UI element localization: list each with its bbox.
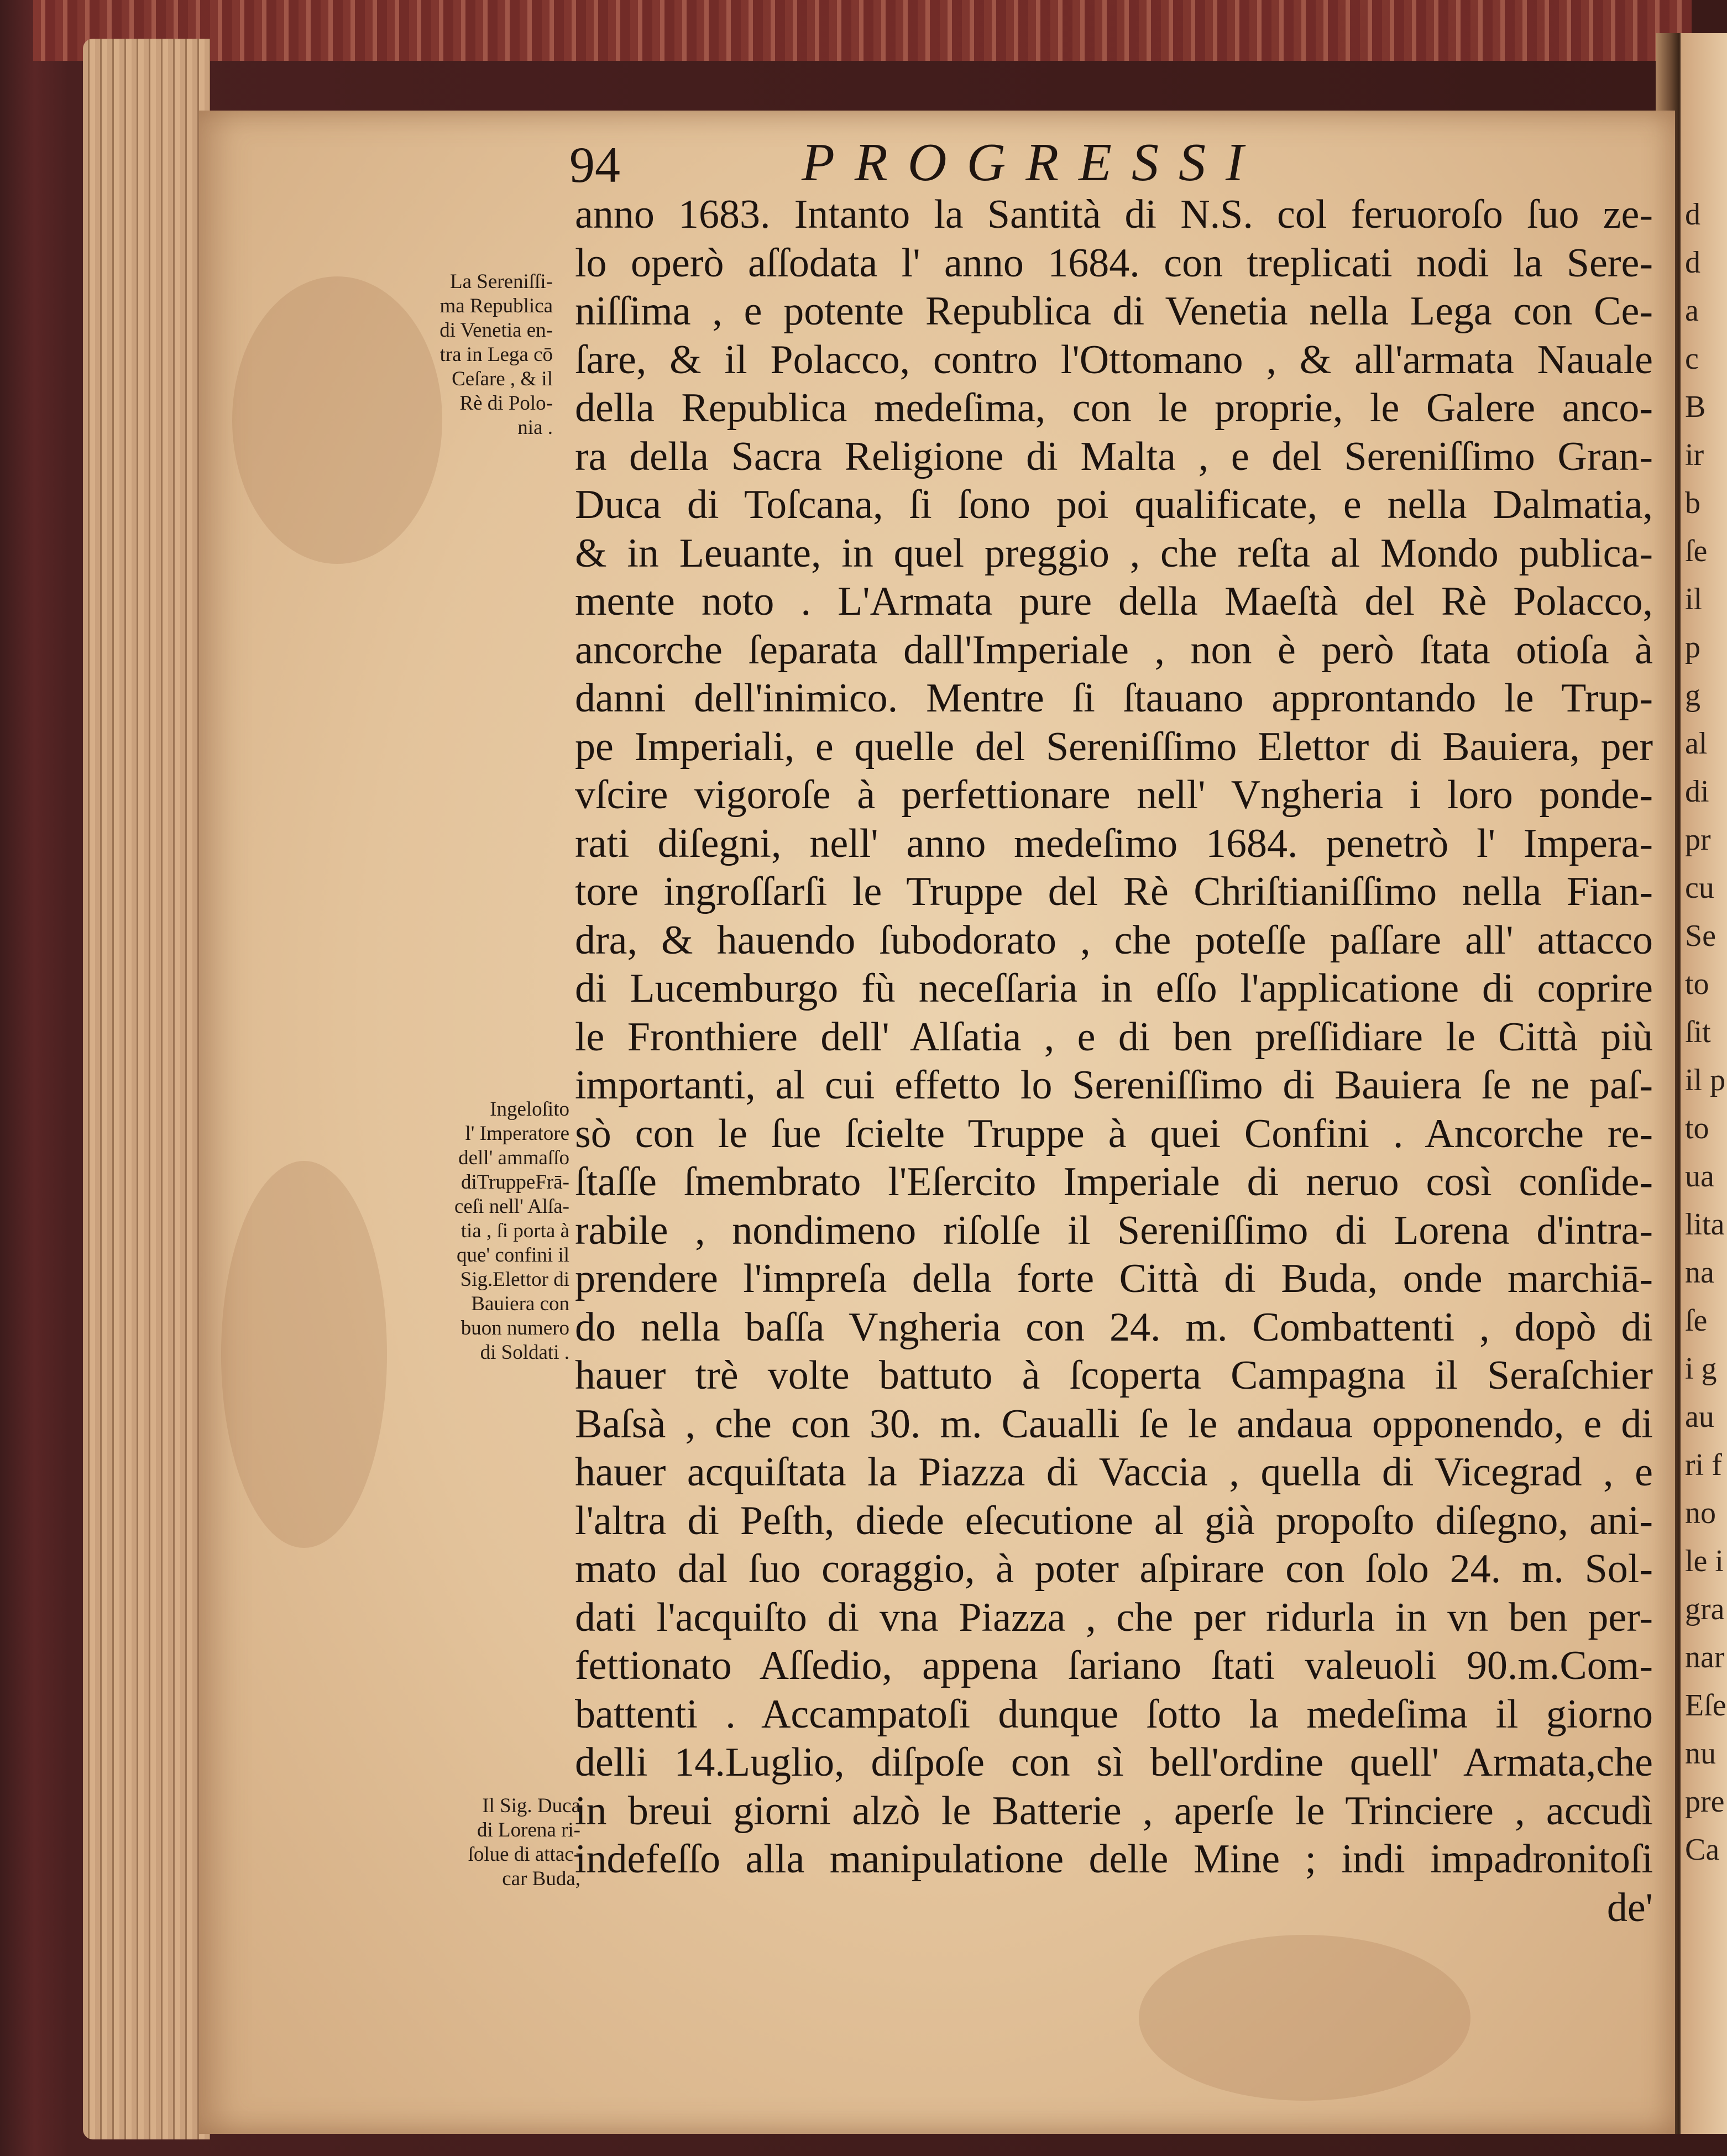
catchword: de' — [1606, 1885, 1653, 1930]
text-line: importanti, al cui effetto lo Sereniſſimo di Bauiera ſe ne paſ- — [575, 1063, 1653, 1108]
text-line: l'altra di Peſth, diede eſecutione al già propoſto diſegno, ani- — [575, 1498, 1653, 1543]
paper-stain — [221, 1161, 387, 1548]
text-line: rati diſegni, nell' anno medeſimo 1684. penetrò l' Impera- — [575, 820, 1653, 866]
text-line: le Fronthiere dell' Alſatia , e di ben preſſidiare le Città più — [575, 1014, 1653, 1060]
text-line: ſtaſſe ſmembrato l'Eſercito Imperiale di neruo così conſide- — [575, 1159, 1653, 1205]
running-head: PROGRESSI — [802, 133, 1264, 192]
facing-page-text: d d a c B ir b ſe il p g al di pr cu Se to ſit il p to ua lita na ſe i g au ri f no le i gra nar Eſe nu pre Ca — [1685, 197, 1726, 1867]
text-line: lo operò aſſodata l' anno 1684. con treplicati nodi la Sere- — [575, 240, 1653, 286]
text-line: sò con le ſue ſcielte Truppe à quei Confini . Ancorche re- — [575, 1111, 1653, 1157]
text-line: mente noto . L'Armata pure della Maeſtà del Rè Polacco, — [575, 579, 1653, 624]
text-line: vſcire vigoroſe à perfettionare nell' Vngheria i loro ponde- — [575, 772, 1653, 818]
text-line: ſare, & il Polacco, contro l'Ottomano , & all'armata Nauale — [575, 337, 1653, 383]
margin-note-venetia: La Sereniſſi- ma Republica di Venetia en- tra in Lega cō Ceſare , & il Rè di Polo- nia . — [439, 270, 553, 439]
text-line: mato dal ſuo coraggio, à poter aſpirare con ſolo 24. m. Sol- — [575, 1546, 1653, 1592]
page-number: 94 — [569, 137, 620, 193]
text-line: prendere l'impreſa della forte Città di Buda, onde marchiā- — [575, 1256, 1653, 1301]
text-line: pe Imperiali, e quelle del Sereniſſimo Elettor di Bauiera, per — [575, 724, 1653, 770]
text-line: Duca di Toſcana, ſi ſono poi qualificate, e nella Dalmatia, — [575, 482, 1653, 527]
text-line: delli 14.Luglio, diſpoſe con sì bell'ordine quell' Armata,che — [575, 1740, 1653, 1785]
text-line: tore ingroſſarſi le Truppe del Rè Chriſtianiſſimo nella Fian- — [575, 869, 1653, 914]
text-line: di Lucemburgo fù neceſſaria in eſſo l'applicatione di coprire — [575, 966, 1653, 1011]
text-line: do nella baſſa Vngheria con 24. m. Combattenti , dopò di — [575, 1304, 1653, 1350]
body-text — [575, 191, 1653, 1932]
marbled-edge — [33, 0, 1692, 61]
text-line: hauer trè volte battuto à ſcoperta Campagna il Seraſchier — [575, 1353, 1653, 1398]
text-line: & in Leuante, in quel preggio , che reſta al Mondo publica- — [575, 530, 1653, 576]
margin-note-lorena: Il Sig. Duca di Lorena ri- ſolue di attac- car Buda, — [468, 1794, 580, 1890]
text-line: ra della Sacra Religione di Malta , e del Sereniſſimo Gran- — [575, 433, 1653, 479]
paper-stain — [1139, 1935, 1470, 2101]
page-edges — [83, 39, 210, 2139]
text-line: niſſima , e potente Republica di Venetia nella Lega con Ce- — [575, 289, 1653, 334]
text-line: rabile , nondimeno riſolſe il Sereniſſimo di Lorena d'intra- — [575, 1207, 1653, 1253]
text-line: della Republica medeſima, con le proprie, le Galere anco- — [575, 385, 1653, 431]
text-line: Baſsà , che con 30. m. Caualli ſe le andaua opponendo, e di — [575, 1401, 1653, 1447]
text-line: in breui giorni alzò le Batterie , aperſe le Trinciere , accudì — [575, 1788, 1653, 1834]
margin-note-imperatore: Ingeloſito l' Imperatore dell' ammaſſo diTruppeFrā- ceſi nell' Alſa- tia , ſi porta à que' confini il Sig.Elettor di Bauiera con buon numero di Soldati . — [454, 1098, 569, 1364]
text-line: fettionato Aſſedio, appena ſariano ſtati valeuoli 90.m.Com- — [575, 1643, 1653, 1688]
text-line: ancorche ſeparata dall'Imperiale , non è però ſtata otioſa à — [575, 627, 1653, 673]
text-line: hauer acquiſtata la Piazza di Vaccia , quella di Vicegrad , e — [575, 1449, 1653, 1495]
text-line: anno 1683. Intanto la Santità di N.S. col feruoroſo ſuo ze- — [575, 192, 1653, 237]
text-line: indefeſſo alla manipulatione delle Mine ; indi impadronitoſi — [575, 1836, 1653, 1882]
text-line: battenti . Accampatoſi dunque ſotto la medeſima il giorno — [575, 1691, 1653, 1737]
text-line: dati l'acquiſto di vna Piazza , che per ridurla in vn ben per- — [575, 1594, 1653, 1640]
text-line: danni dell'inimico. Mentre ſi ſtauano approntando le Trup- — [575, 676, 1653, 721]
text-line: dra, & hauendo ſubodorato , che poteſſe paſſare all' attacco — [575, 917, 1653, 963]
